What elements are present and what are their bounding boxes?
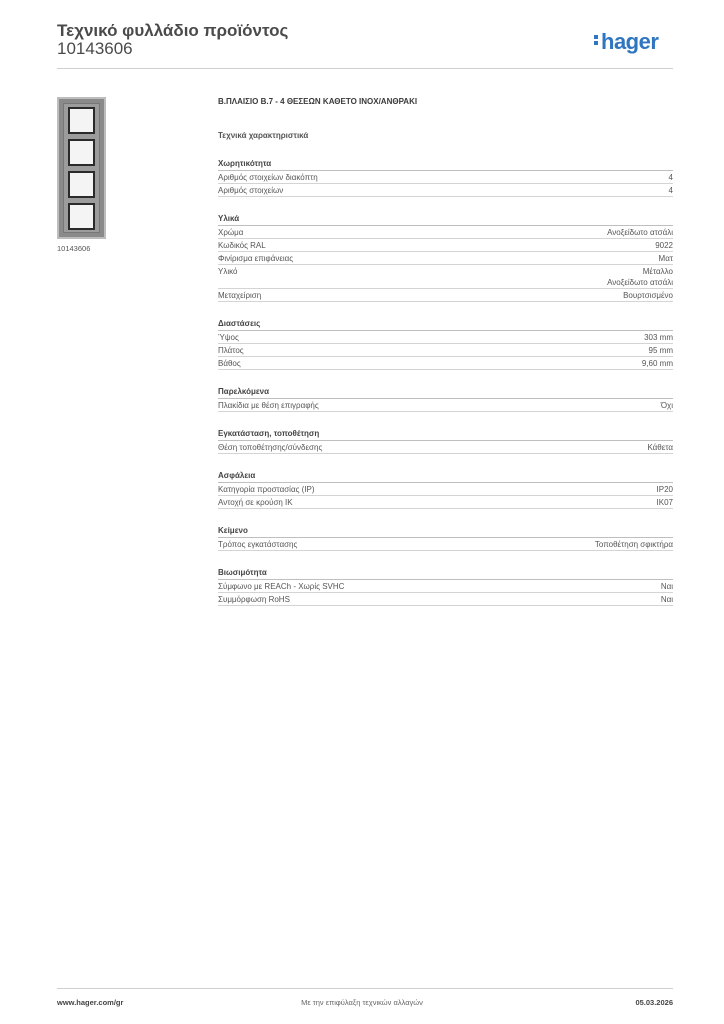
spec-section bbox=[218, 386, 673, 412]
spec-label: Φινίρισμα επιφάνειας bbox=[218, 254, 294, 263]
spec-row bbox=[218, 239, 673, 252]
document-title: Τεχνικό φυλλάδιο προϊόντος bbox=[57, 21, 289, 40]
spec-value: Ανοξείδωτο ατσάλι bbox=[607, 228, 673, 237]
spec-value: IK07 bbox=[656, 498, 673, 507]
spec-label: Βάθος bbox=[218, 359, 241, 368]
spec-row bbox=[218, 289, 673, 302]
spec-label: Κωδικός RAL bbox=[218, 241, 266, 250]
spec-row bbox=[218, 171, 673, 184]
spec-label: Υλικό bbox=[218, 267, 238, 276]
spec-value: Ναι bbox=[660, 595, 673, 604]
spec-row bbox=[218, 593, 673, 606]
section-title: Κείμενο bbox=[218, 525, 673, 538]
frame-slot bbox=[68, 171, 95, 198]
header-divider bbox=[57, 68, 673, 69]
spec-value: Κάθετα bbox=[647, 443, 673, 452]
spec-row bbox=[218, 226, 673, 239]
footer-website[interactable]: www.hager.com/gr bbox=[57, 998, 124, 1007]
spec-label: Πλάτος bbox=[218, 346, 244, 355]
spec-value: Ναι bbox=[660, 582, 673, 591]
footer-date: 05.03.2026 bbox=[635, 998, 673, 1007]
section-title: Παρελκόμενα bbox=[218, 386, 673, 399]
section-title: Διαστάσεις bbox=[218, 318, 673, 331]
frame-slot bbox=[68, 139, 95, 166]
spec-value: 95 mm bbox=[648, 346, 673, 355]
frame-slot bbox=[68, 203, 95, 230]
spec-label: Αριθμός στοιχείων διακόπτη bbox=[218, 173, 318, 182]
spec-label: Αντοχή σε κρούση IK bbox=[218, 498, 293, 507]
spec-section bbox=[218, 428, 673, 454]
frame-slot bbox=[68, 107, 95, 134]
section-title: Χωρητικότητα bbox=[218, 158, 673, 171]
spec-value: 4 bbox=[668, 173, 673, 182]
spec-section bbox=[218, 525, 673, 551]
spec-label: Τρόπος εγκατάστασης bbox=[218, 540, 298, 549]
spec-row bbox=[218, 184, 673, 197]
footer-notice: Με την επιφύλαξη τεχνικών αλλαγών bbox=[301, 998, 423, 1007]
spec-label: Ύψος bbox=[218, 333, 239, 342]
spec-row bbox=[218, 399, 673, 412]
spec-label: Κατηγορία προστασίας (IP) bbox=[218, 485, 315, 494]
section-title: Υλικά bbox=[218, 213, 673, 226]
product-name: Β.ΠΛΑΙΣΙΟ Β.7 - 4 ΘΕΣΕΩΝ ΚΑΘΕΤΟ INOX/ΑΝΘΡΑΚΙ bbox=[218, 97, 418, 106]
spec-value: 9022 bbox=[655, 241, 673, 250]
spec-label: Πλακίδια με θέση επιγραφής bbox=[218, 401, 319, 410]
section-title: Ασφάλεια bbox=[218, 470, 673, 483]
spec-row bbox=[218, 483, 673, 496]
spec-value: 303 mm bbox=[644, 333, 673, 342]
spec-section bbox=[218, 318, 673, 370]
spec-heading: Τεχνικά χαρακτηριστικά bbox=[218, 131, 309, 140]
footer-divider bbox=[57, 988, 673, 989]
spec-value: 4 bbox=[668, 186, 673, 195]
spec-value: Ματ bbox=[658, 254, 673, 263]
spec-row bbox=[218, 252, 673, 265]
spec-value: Όχι bbox=[660, 401, 673, 410]
logo-dots-icon bbox=[594, 33, 599, 47]
product-image bbox=[57, 97, 106, 239]
spec-row bbox=[218, 538, 673, 551]
spec-sections bbox=[218, 158, 673, 606]
spec-row bbox=[218, 357, 673, 370]
spec-row bbox=[218, 580, 673, 593]
product-code: 10143606 bbox=[57, 39, 133, 58]
spec-label: Σύμφωνο με REACh - Χωρίς SVHC bbox=[218, 582, 345, 591]
spec-label: Θέση τοποθέτησης/σύνδεσης bbox=[218, 443, 323, 452]
spec-value: Βουρτσισμένο bbox=[623, 291, 673, 300]
spec-section bbox=[218, 470, 673, 509]
section-title: Εγκατάσταση, τοποθέτηση bbox=[218, 428, 673, 441]
spec-row bbox=[218, 496, 673, 509]
spec-section bbox=[218, 158, 673, 197]
spec-label: Αριθμός στοιχείων bbox=[218, 186, 284, 195]
spec-section bbox=[218, 213, 673, 302]
spec-section bbox=[218, 567, 673, 606]
spec-row bbox=[218, 344, 673, 357]
spec-label: Χρώμα bbox=[218, 228, 244, 237]
section-title: Βιωσιμότητα bbox=[218, 567, 673, 580]
hager-logo bbox=[594, 30, 658, 54]
logo-text: hager bbox=[601, 29, 659, 54]
spec-content bbox=[218, 96, 673, 606]
spec-value: Τοποθέτηση σφικτήρα bbox=[594, 540, 673, 549]
image-caption-code: 10143606 bbox=[57, 244, 91, 253]
spec-label: Συμμόρφωση RoHS bbox=[218, 595, 290, 604]
spec-value: IP20 bbox=[656, 485, 673, 494]
spec-label: Μεταχείριση bbox=[218, 291, 262, 300]
spec-row bbox=[218, 265, 673, 289]
spec-row bbox=[218, 331, 673, 344]
spec-value: 9,60 mm bbox=[641, 359, 673, 368]
spec-row bbox=[218, 441, 673, 454]
spec-value: Μέταλλο Ανοξείδωτο ατσάλι bbox=[607, 267, 673, 287]
